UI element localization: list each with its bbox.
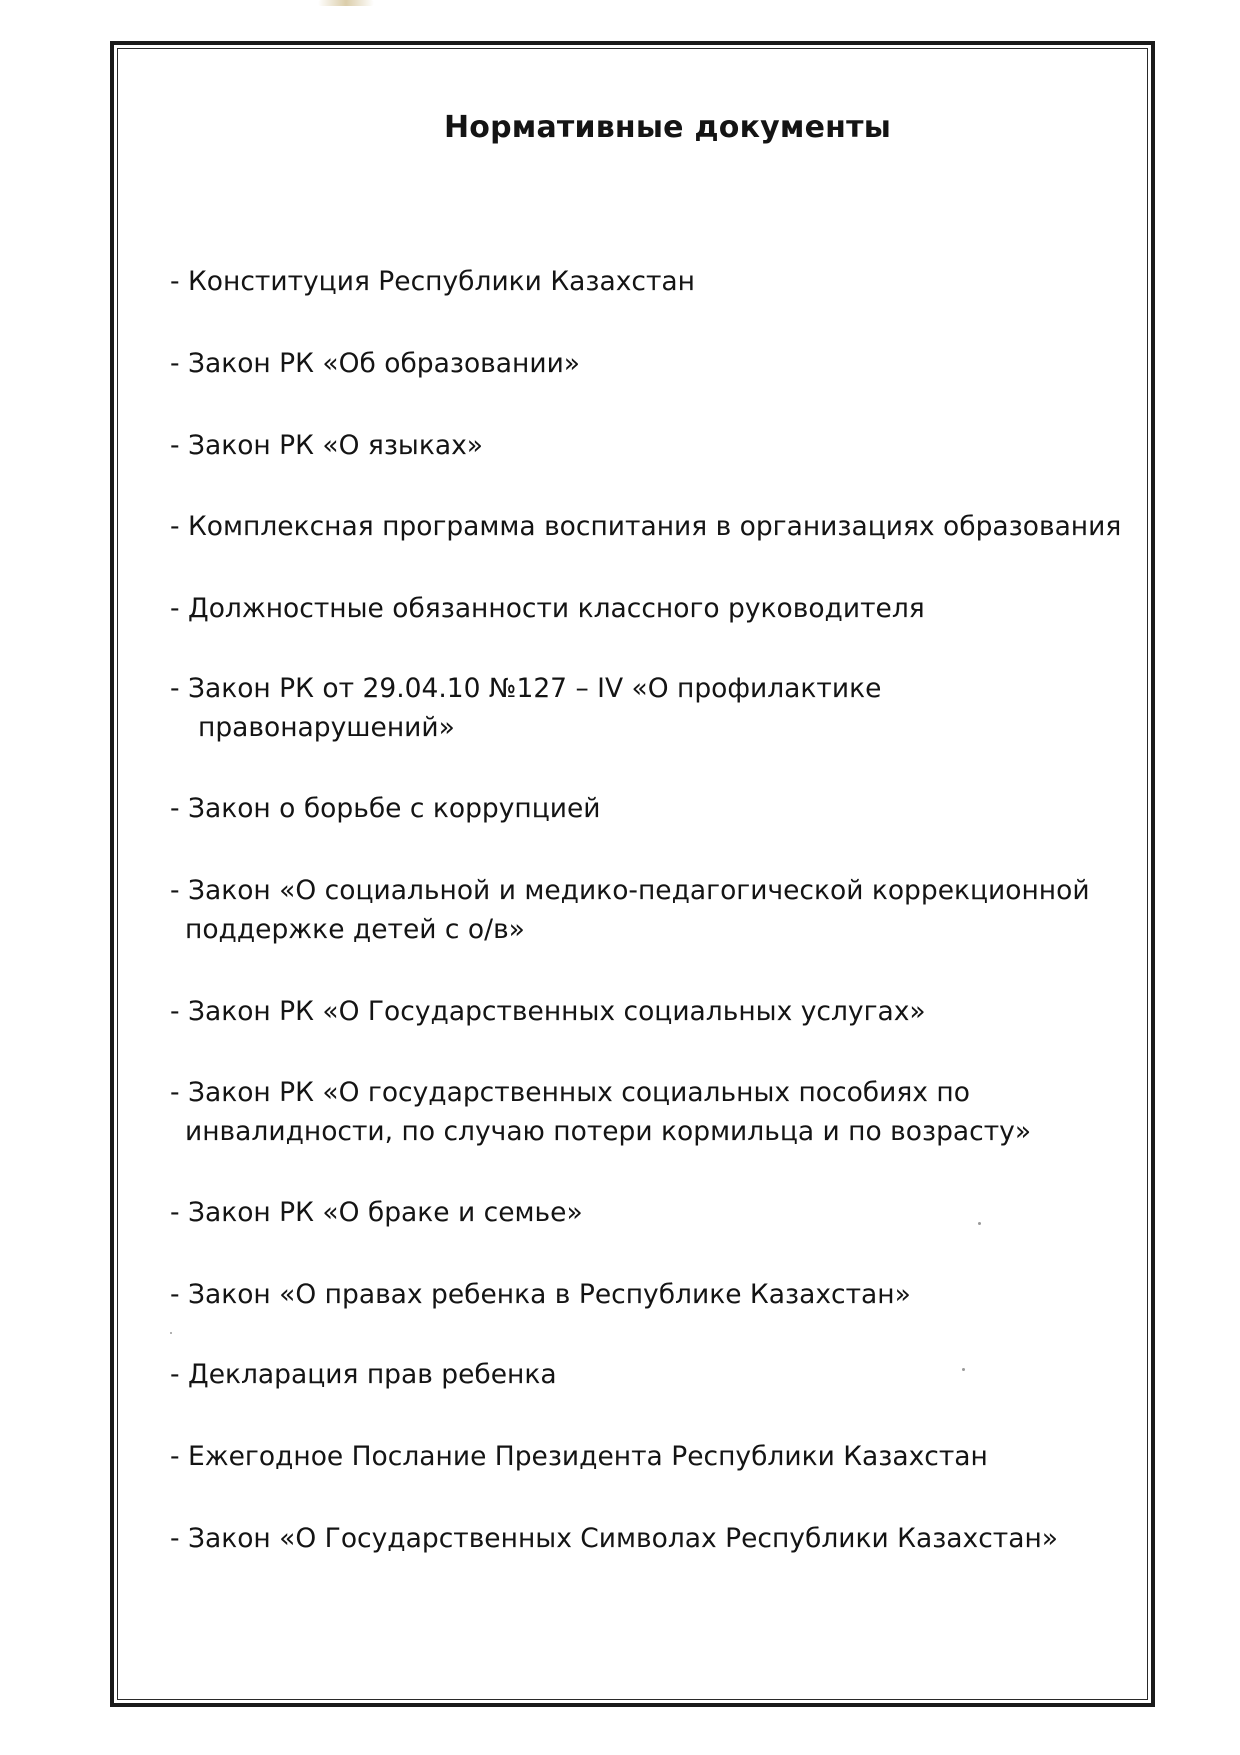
page-title: Нормативные документы (443, 110, 892, 145)
list-item-text: - Ежегодное Послание Президента Республики Казахстан (170, 1441, 988, 1472)
scan-speck (170, 1332, 172, 1334)
list-item-text: - Закон «О социальной и медико-педагогической коррекционной (170, 875, 1090, 906)
list-item-marriage-family-law (170, 1193, 1130, 1232)
list-item-text: - Закон РК «О языках» (170, 430, 483, 461)
list-item-teacher-duties (170, 589, 1130, 628)
scan-speck (978, 1222, 981, 1225)
list-item-text: - Конституция Республики Казахстан (170, 266, 695, 297)
list-item-text: - Закон РК от 29.04.10 №127 – IV «О профилактике (170, 673, 882, 704)
list-item-text: - Закон РК «Об образовании» (170, 348, 580, 379)
list-item-upbringing-program (170, 507, 1130, 546)
list-item-text: - Декларация прав ребенка (170, 1359, 557, 1390)
list-item-text: - Закон РК «О государственных социальных пособиях по (170, 1077, 970, 1108)
list-item-text-continued: инвалидности, по случаю потери кормильца и по возрасту» (185, 1116, 1032, 1147)
list-item-child-rights-declaration (170, 1355, 1130, 1394)
list-item-child-rights-law (170, 1275, 1130, 1314)
list-item-state-symbols-law (170, 1519, 1130, 1558)
list-item-social-services-law (170, 992, 1130, 1031)
list-item-text: - Закон о борьбе с коррупцией (170, 793, 601, 824)
scan-speck (962, 1368, 965, 1371)
list-item-president-address (170, 1437, 1130, 1476)
list-item-text: - Закон «О правах ребенка в Республике Казахстан» (170, 1279, 911, 1310)
list-item-anticorruption-law (170, 789, 1130, 828)
list-item-text-continued: правонарушений» (198, 712, 455, 743)
list-item-text: - Должностные обязанности классного руководителя (170, 593, 925, 624)
list-item-text: - Комплексная программа воспитания в организациях образования (170, 511, 1122, 542)
list-item-social-benefits-law (170, 1073, 1130, 1151)
scan-smudge (318, 0, 374, 6)
list-item-languages-law (170, 426, 1130, 465)
list-item-text-continued: поддержке детей с о/в» (185, 914, 525, 945)
list-item-correctional-support-law (170, 871, 1130, 949)
list-item-text: - Закон РК «О Государственных социальных услугах» (170, 996, 926, 1027)
list-item-constitution (170, 262, 1130, 301)
list-item-text: - Закон РК «О браке и семье» (170, 1197, 583, 1228)
list-item-education-law (170, 344, 1130, 383)
list-item-text: - Закон «О Государственных Символах Республики Казахстан» (170, 1523, 1058, 1554)
list-item-offense-prevention-law (170, 669, 1130, 747)
